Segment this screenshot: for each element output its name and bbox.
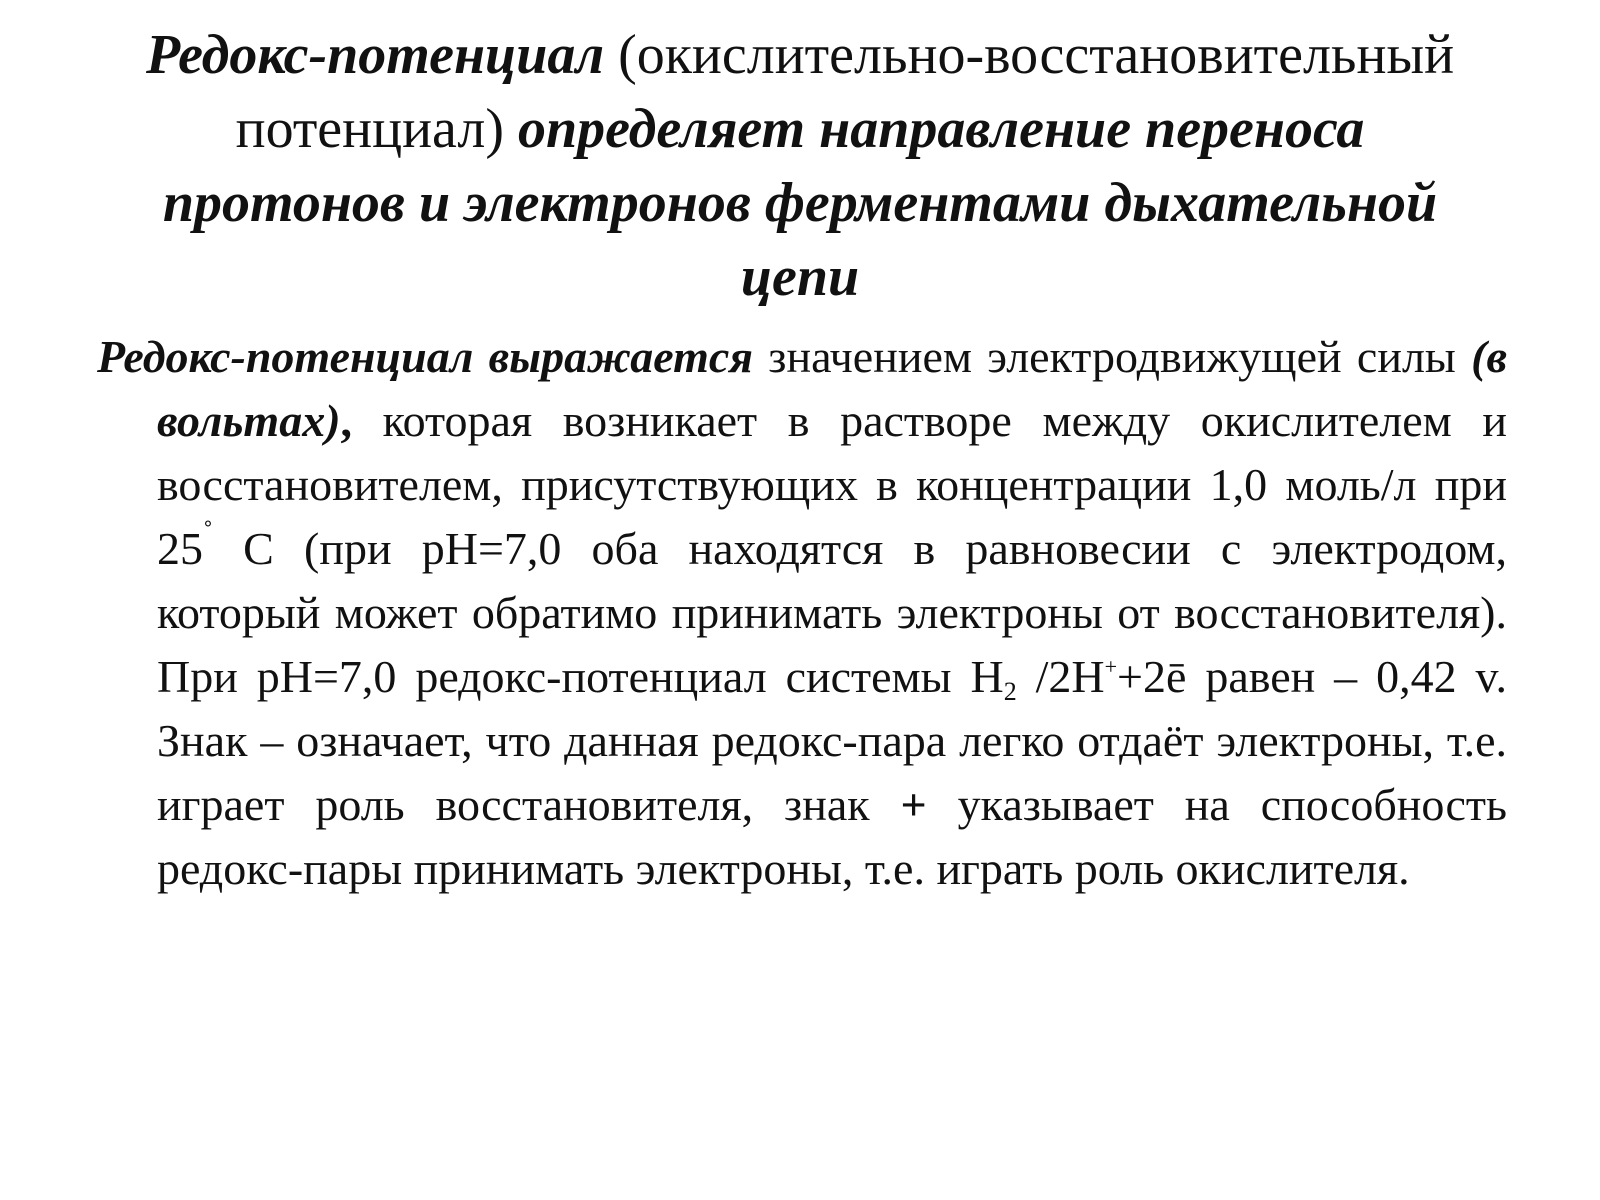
degree-sign: ˚ — [203, 516, 213, 549]
body-text-2: которая возникает в растворе между окислителем и восстановителем, присутствующих в концентрации 1,0 моль/л при 25 — [157, 395, 1507, 574]
superscript-plus: + — [1104, 654, 1118, 679]
body-verb: выражается — [488, 331, 753, 382]
title-term: Редокс-потенциал — [145, 24, 605, 86]
body-text-1: значением электродвижущей силы — [753, 331, 1472, 382]
slide-title — [140, 18, 1460, 314]
body-text-4: /2Н — [1016, 651, 1105, 702]
body-comma: , — [340, 395, 353, 446]
body-term: Редокс-потенциал — [97, 331, 474, 382]
body-text-6: указывает на способность редокс-пары принимать электроны, т.е. играть роль окислителя. — [157, 779, 1507, 894]
subscript-2: 2 — [1003, 677, 1017, 706]
plus-sign: + — [900, 779, 927, 830]
title-statement: определяет направление переноса протонов и электронов ферментами дыхательной цепи — [162, 98, 1438, 308]
body-unit: (в вольтах) — [157, 331, 1508, 446]
body-text-3: С (при рН=7,0 оба находятся в равновесии с электродом, который может обратимо принимать электроны от восстановителя). При рН=7,0 редокс-потенциал системы Н — [157, 523, 1507, 702]
body-text-5: +2ē равен – 0,42 v. Знак – означает, что данная редокс-пара легко отдаёт электроны, т.е. играет роль восстановителя, знак — [157, 651, 1507, 830]
title-parenthetical: (окислительно-восстановительный потенциал) — [235, 24, 1455, 160]
body-paragraph — [97, 325, 1508, 901]
